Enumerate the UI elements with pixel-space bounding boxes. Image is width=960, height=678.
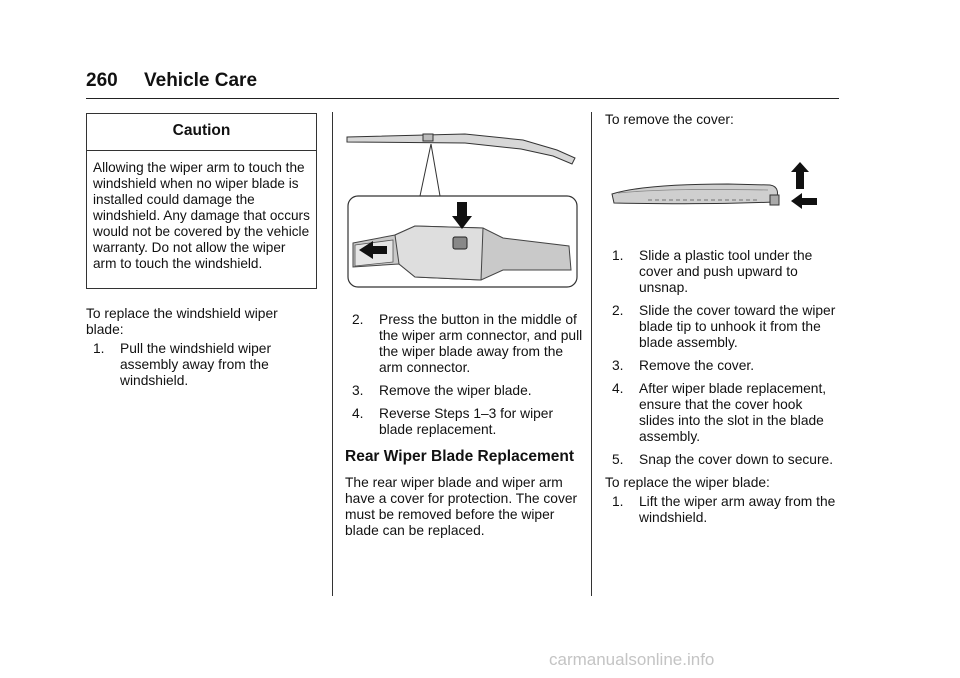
step-number: 2. <box>352 312 364 327</box>
step-text: Lift the wiper arm away from the windshield. <box>639 494 836 525</box>
column-3-text <box>605 248 841 526</box>
step-number: 1. <box>612 248 624 263</box>
intro-replace-windshield-blade: To replace the windshield wiper blade: <box>86 306 278 337</box>
caution-text: Allowing the wiper arm to touch the windshield when no wiper blade is installed could damage the windshield. Any damage that occurs would not be covered by the vehicle warranty. Do not allow the wiper arm to touch the windshield. <box>93 160 310 271</box>
column-divider-right <box>591 112 592 596</box>
caution-title: Caution <box>87 114 316 151</box>
step-number: 3. <box>352 383 364 398</box>
step-text: Slide a plastic tool under the cover and push upward to unsnap. <box>639 248 813 295</box>
list-item <box>352 406 583 438</box>
watermark: carmanualsonline.info <box>549 650 715 669</box>
step-text: Press the button in the middle of the wiper arm connector, and pull the wiper blade away from the arm connector. <box>379 312 583 375</box>
step-text: Pull the windshield wiper assembly away from the windshield. <box>120 341 272 388</box>
column-3-intro <box>605 112 841 128</box>
step-text: Slide the cover toward the wiper blade tip to unhook it from the blade assembly. <box>639 303 836 350</box>
list-item <box>612 248 841 296</box>
list-item <box>93 341 318 389</box>
page-header <box>86 70 257 92</box>
section-subheading: Rear Wiper Blade Replacement <box>345 448 574 465</box>
step-number: 1. <box>612 494 624 509</box>
step-number: 1. <box>93 341 105 356</box>
step-text: Snap the cover down to secure. <box>639 452 834 467</box>
intro-remove-cover: To remove the cover: <box>605 112 734 127</box>
page-section-title: Vehicle Care <box>144 70 258 91</box>
list-item <box>612 303 841 351</box>
step-text: After wiper blade replacement, ensure that the cover hook slides into the slot in the blade assembly. <box>639 381 827 444</box>
list-item <box>612 452 841 468</box>
step-text: Remove the cover. <box>639 358 755 373</box>
list-item <box>352 312 583 376</box>
step-text: Remove the wiper blade. <box>379 383 532 398</box>
list-item <box>612 381 841 445</box>
step-number: 4. <box>352 406 364 421</box>
step-number: 5. <box>612 452 624 467</box>
column-divider-left <box>332 112 333 596</box>
step-number: 2. <box>612 303 624 318</box>
caution-box <box>86 113 317 289</box>
list-item <box>612 358 841 374</box>
list-item <box>352 383 583 399</box>
column-1-text <box>86 306 318 389</box>
step-text: Reverse Steps 1–3 for wiper blade replacement. <box>379 406 554 437</box>
rear-wiper-paragraph: The rear wiper blade and wiper arm have a cover for protection. The cover must be removed before the wiper blade can be replaced. <box>345 475 578 538</box>
intro-replace-rear-blade: To replace the wiper blade: <box>605 475 770 490</box>
step-number: 3. <box>612 358 624 373</box>
list-item <box>612 494 841 526</box>
wiper-arm-connector-illustration <box>345 130 580 290</box>
column-2-text <box>345 312 583 539</box>
page-number: 260 <box>86 70 118 91</box>
step-number: 4. <box>612 381 624 396</box>
rear-wiper-cover-illustration <box>608 162 823 217</box>
header-rule <box>86 98 839 99</box>
